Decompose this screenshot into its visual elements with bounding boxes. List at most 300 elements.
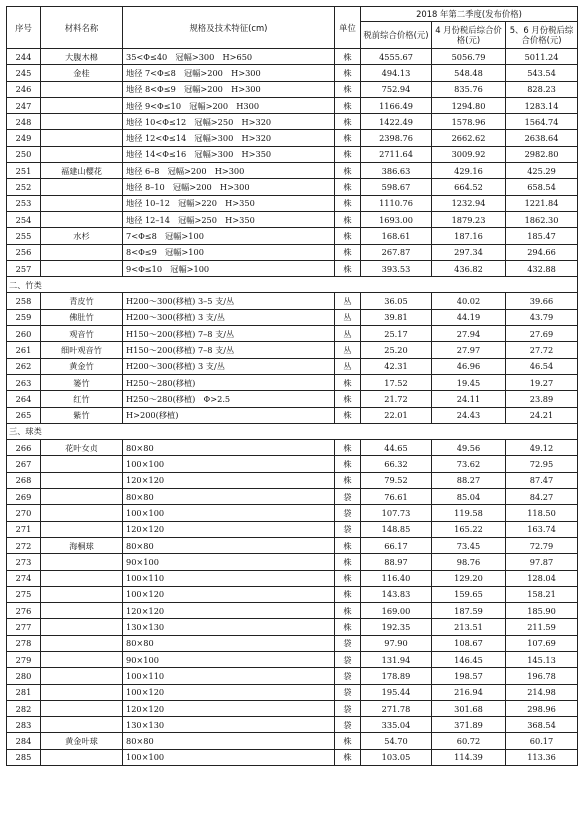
row-seq: 277 — [7, 619, 41, 635]
row-price-may-june: 828.23 — [506, 81, 578, 97]
row-price-may-june: 24.21 — [506, 407, 578, 423]
row-material-name — [41, 619, 123, 635]
row-spec: 120×120 — [123, 700, 335, 716]
row-price-pretax: 178.89 — [361, 668, 432, 684]
row-material-name: 观音竹 — [41, 326, 123, 342]
row-price-may-june: 5011.24 — [506, 49, 578, 65]
row-price-pretax: 25.20 — [361, 342, 432, 358]
row-unit: 袋 — [335, 505, 361, 521]
row-material-name — [41, 211, 123, 227]
row-spec: 地径 7<Φ≤8 冠幅>200 H>300 — [123, 65, 335, 81]
row-price-may-june: 145.13 — [506, 651, 578, 667]
row-seq: 273 — [7, 554, 41, 570]
row-price-may-june: 128.04 — [506, 570, 578, 586]
row-seq: 255 — [7, 228, 41, 244]
row-unit: 株 — [335, 749, 361, 765]
row-seq: 266 — [7, 440, 41, 456]
row-price-april: 108.67 — [432, 635, 506, 651]
row-price-pretax: 66.17 — [361, 537, 432, 553]
row-price-april: 1294.80 — [432, 97, 506, 113]
row-price-may-june: 158.21 — [506, 586, 578, 602]
table-row — [7, 489, 578, 505]
row-spec: 100×100 — [123, 505, 335, 521]
row-price-may-june: 425.29 — [506, 163, 578, 179]
row-price-may-june: 1564.74 — [506, 114, 578, 130]
row-price-pretax: 76.61 — [361, 489, 432, 505]
row-material-name — [41, 195, 123, 211]
row-spec: H150～200(移植) 7–8 支/丛 — [123, 342, 335, 358]
table-row — [7, 342, 578, 358]
row-unit: 丛 — [335, 309, 361, 325]
row-seq: 245 — [7, 65, 41, 81]
row-price-may-june: 432.88 — [506, 260, 578, 276]
row-spec: H250～280(移植) — [123, 374, 335, 390]
row-seq: 257 — [7, 260, 41, 276]
row-seq: 261 — [7, 342, 41, 358]
row-price-pretax: 44.65 — [361, 440, 432, 456]
row-price-may-june: 294.66 — [506, 244, 578, 260]
row-unit: 袋 — [335, 717, 361, 733]
row-spec: 35<Φ≤40 冠幅>300 H>650 — [123, 49, 335, 65]
row-price-may-june: 185.90 — [506, 603, 578, 619]
row-material-name: 金桂 — [41, 65, 123, 81]
row-material-name: 黄金竹 — [41, 358, 123, 374]
table-row — [7, 440, 578, 456]
row-price-april: 60.72 — [432, 733, 506, 749]
row-material-name: 紫竹 — [41, 407, 123, 423]
row-material-name: 福建山樱花 — [41, 163, 123, 179]
row-price-may-june: 46.54 — [506, 358, 578, 374]
header-price-pretax: 税前综合价格(元) — [361, 22, 432, 49]
row-price-pretax: 386.63 — [361, 163, 432, 179]
row-material-name — [41, 489, 123, 505]
row-material-name — [41, 717, 123, 733]
row-spec: 130×130 — [123, 717, 335, 733]
row-price-pretax: 267.87 — [361, 244, 432, 260]
row-price-pretax: 36.05 — [361, 293, 432, 309]
table-row — [7, 700, 578, 716]
table-row — [7, 211, 578, 227]
row-unit: 株 — [335, 733, 361, 749]
row-unit: 株 — [335, 391, 361, 407]
row-price-may-june: 211.59 — [506, 619, 578, 635]
row-price-pretax: 54.70 — [361, 733, 432, 749]
table-row — [7, 130, 578, 146]
row-price-may-june: 43.79 — [506, 309, 578, 325]
row-unit: 株 — [335, 570, 361, 586]
row-price-may-june: 658.54 — [506, 179, 578, 195]
row-seq: 252 — [7, 179, 41, 195]
row-seq: 264 — [7, 391, 41, 407]
row-unit: 株 — [335, 440, 361, 456]
row-price-pretax: 116.40 — [361, 570, 432, 586]
row-unit: 株 — [335, 114, 361, 130]
row-price-may-june: 72.95 — [506, 456, 578, 472]
row-seq: 246 — [7, 81, 41, 97]
row-unit: 株 — [335, 586, 361, 602]
row-price-april: 1232.94 — [432, 195, 506, 211]
table-row — [7, 244, 578, 260]
row-price-pretax: 88.97 — [361, 554, 432, 570]
row-price-may-june: 2638.64 — [506, 130, 578, 146]
row-seq: 253 — [7, 195, 41, 211]
row-price-pretax: 2711.64 — [361, 146, 432, 162]
row-unit: 株 — [335, 472, 361, 488]
row-price-pretax: 195.44 — [361, 684, 432, 700]
row-price-april: 129.20 — [432, 570, 506, 586]
row-price-may-june: 27.72 — [506, 342, 578, 358]
row-price-may-june: 196.78 — [506, 668, 578, 684]
row-price-pretax: 131.94 — [361, 651, 432, 667]
table-row — [7, 391, 578, 407]
table-row — [7, 195, 578, 211]
row-spec: 100×120 — [123, 586, 335, 602]
row-material-name — [41, 554, 123, 570]
header-spec: 规格及技术特征(cm) — [123, 7, 335, 49]
row-price-april: 213.51 — [432, 619, 506, 635]
table-row — [7, 260, 578, 276]
row-price-april: 548.48 — [432, 65, 506, 81]
row-unit: 株 — [335, 554, 361, 570]
row-spec: 8<Φ≤9 冠幅>100 — [123, 244, 335, 260]
row-seq: 244 — [7, 49, 41, 65]
row-unit: 丛 — [335, 326, 361, 342]
section-label: 三、球类 — [7, 423, 578, 439]
row-price-pretax: 148.85 — [361, 521, 432, 537]
row-unit: 袋 — [335, 668, 361, 684]
row-price-pretax: 494.13 — [361, 65, 432, 81]
row-unit: 袋 — [335, 700, 361, 716]
row-seq: 270 — [7, 505, 41, 521]
table-row — [7, 472, 578, 488]
row-price-april: 297.34 — [432, 244, 506, 260]
header-seq: 序号 — [7, 7, 41, 49]
row-unit: 袋 — [335, 651, 361, 667]
row-unit: 株 — [335, 65, 361, 81]
row-spec: 90×100 — [123, 651, 335, 667]
row-price-pretax: 752.94 — [361, 81, 432, 97]
row-price-april: 159.65 — [432, 586, 506, 602]
row-price-pretax: 97.90 — [361, 635, 432, 651]
row-price-may-june: 1283.14 — [506, 97, 578, 113]
row-spec: 地径 14<Φ≤16 冠幅>300 H>350 — [123, 146, 335, 162]
row-price-pretax: 17.52 — [361, 374, 432, 390]
table-row — [7, 586, 578, 602]
row-seq: 274 — [7, 570, 41, 586]
row-unit: 株 — [335, 97, 361, 113]
row-material-name — [41, 97, 123, 113]
row-spec: 地径 12<Φ≤14 冠幅>300 H>320 — [123, 130, 335, 146]
row-seq: 256 — [7, 244, 41, 260]
row-price-may-june: 39.66 — [506, 293, 578, 309]
row-material-name — [41, 472, 123, 488]
table-row — [7, 554, 578, 570]
row-price-april: 187.59 — [432, 603, 506, 619]
row-unit: 株 — [335, 195, 361, 211]
row-unit: 株 — [335, 537, 361, 553]
row-price-pretax: 271.78 — [361, 700, 432, 716]
row-price-may-june: 87.47 — [506, 472, 578, 488]
row-seq: 250 — [7, 146, 41, 162]
table-row — [7, 733, 578, 749]
row-unit: 袋 — [335, 521, 361, 537]
row-material-name: 水杉 — [41, 228, 123, 244]
row-spec: 地径 9<Φ≤10 冠幅>200 H300 — [123, 97, 335, 113]
row-price-may-june: 214.98 — [506, 684, 578, 700]
row-material-name — [41, 635, 123, 651]
row-unit: 株 — [335, 49, 361, 65]
row-spec: 100×100 — [123, 749, 335, 765]
row-spec: 120×120 — [123, 603, 335, 619]
table-row — [7, 179, 578, 195]
row-price-april: 301.68 — [432, 700, 506, 716]
row-material-name — [41, 114, 123, 130]
row-spec: 80×80 — [123, 440, 335, 456]
table-row — [7, 146, 578, 162]
row-seq: 263 — [7, 374, 41, 390]
row-unit: 袋 — [335, 489, 361, 505]
row-price-pretax: 4555.67 — [361, 49, 432, 65]
row-price-april: 119.58 — [432, 505, 506, 521]
row-spec: H200～300(移植) 3 支/丛 — [123, 358, 335, 374]
row-spec: 9<Φ≤10 冠幅>100 — [123, 260, 335, 276]
row-seq: 276 — [7, 603, 41, 619]
row-price-april: 44.19 — [432, 309, 506, 325]
table-row — [7, 521, 578, 537]
row-material-name — [41, 586, 123, 602]
row-price-may-june: 543.54 — [506, 65, 578, 81]
table-row — [7, 505, 578, 521]
row-material-name — [41, 244, 123, 260]
row-price-april: 835.76 — [432, 81, 506, 97]
row-price-may-june: 60.17 — [506, 733, 578, 749]
row-price-pretax: 79.52 — [361, 472, 432, 488]
row-price-pretax: 393.53 — [361, 260, 432, 276]
row-unit: 株 — [335, 244, 361, 260]
row-price-may-june: 185.47 — [506, 228, 578, 244]
row-price-april: 114.39 — [432, 749, 506, 765]
row-price-april: 371.89 — [432, 717, 506, 733]
table-row — [7, 635, 578, 651]
row-spec: H150～200(移植) 7–8 支/丛 — [123, 326, 335, 342]
row-material-name — [41, 456, 123, 472]
row-seq: 283 — [7, 717, 41, 733]
row-price-pretax: 2398.76 — [361, 130, 432, 146]
row-material-name: 佛肚竹 — [41, 309, 123, 325]
row-spec: 100×110 — [123, 570, 335, 586]
row-seq: 248 — [7, 114, 41, 130]
row-material-name: 黄金叶球 — [41, 733, 123, 749]
table-row — [7, 407, 578, 423]
table-row — [7, 619, 578, 635]
row-price-may-june: 19.27 — [506, 374, 578, 390]
row-seq: 269 — [7, 489, 41, 505]
table-row — [7, 603, 578, 619]
row-spec: 80×80 — [123, 537, 335, 553]
row-price-april: 187.16 — [432, 228, 506, 244]
row-price-may-june: 23.89 — [506, 391, 578, 407]
row-material-name — [41, 570, 123, 586]
header-price-april: 4 月份税后综合价格(元) — [432, 22, 506, 49]
row-spec: 地径 8–10 冠幅>200 H>300 — [123, 179, 335, 195]
row-material-name — [41, 651, 123, 667]
row-seq: 259 — [7, 309, 41, 325]
row-unit: 株 — [335, 130, 361, 146]
row-price-pretax: 42.31 — [361, 358, 432, 374]
row-spec: 7<Φ≤8 冠幅>100 — [123, 228, 335, 244]
header-price-may-june: 5、6 月份税后综合价格(元) — [506, 22, 578, 49]
row-price-pretax: 25.17 — [361, 326, 432, 342]
table-row — [7, 114, 578, 130]
row-price-april: 85.04 — [432, 489, 506, 505]
row-price-pretax: 192.35 — [361, 619, 432, 635]
row-spec: H>200(移植) — [123, 407, 335, 423]
row-seq: 258 — [7, 293, 41, 309]
table-row — [7, 358, 578, 374]
row-material-name — [41, 700, 123, 716]
row-price-april: 1879.23 — [432, 211, 506, 227]
row-spec: 100×100 — [123, 456, 335, 472]
row-price-april: 27.94 — [432, 326, 506, 342]
row-seq: 267 — [7, 456, 41, 472]
row-material-name — [41, 505, 123, 521]
row-seq: 249 — [7, 130, 41, 146]
row-spec: 90×100 — [123, 554, 335, 570]
row-price-may-june: 84.27 — [506, 489, 578, 505]
row-seq: 282 — [7, 700, 41, 716]
row-spec: 80×80 — [123, 733, 335, 749]
row-material-name — [41, 684, 123, 700]
row-price-may-june: 1862.30 — [506, 211, 578, 227]
row-price-april: 429.16 — [432, 163, 506, 179]
row-price-may-june: 1221.84 — [506, 195, 578, 211]
price-table — [6, 6, 578, 766]
table-row — [7, 326, 578, 342]
row-seq: 254 — [7, 211, 41, 227]
row-unit: 丛 — [335, 293, 361, 309]
table-row — [7, 651, 578, 667]
row-price-may-june: 72.79 — [506, 537, 578, 553]
header-period: 2018 年第二季度(发布价格) — [361, 7, 578, 22]
row-price-may-june: 49.12 — [506, 440, 578, 456]
row-material-name — [41, 521, 123, 537]
row-unit: 株 — [335, 456, 361, 472]
row-unit: 株 — [335, 228, 361, 244]
row-spec: 地径 8<Φ≤9 冠幅>200 H>300 — [123, 81, 335, 97]
row-seq: 271 — [7, 521, 41, 537]
row-material-name — [41, 130, 123, 146]
table-body — [7, 49, 578, 766]
row-material-name: 青皮竹 — [41, 293, 123, 309]
row-unit: 株 — [335, 603, 361, 619]
row-unit: 株 — [335, 374, 361, 390]
row-price-pretax: 66.32 — [361, 456, 432, 472]
row-price-april: 436.82 — [432, 260, 506, 276]
row-price-april: 73.62 — [432, 456, 506, 472]
row-seq: 281 — [7, 684, 41, 700]
row-price-pretax: 169.00 — [361, 603, 432, 619]
row-price-pretax: 143.83 — [361, 586, 432, 602]
row-seq: 251 — [7, 163, 41, 179]
row-material-name — [41, 81, 123, 97]
row-unit: 袋 — [335, 635, 361, 651]
row-price-april: 3009.92 — [432, 146, 506, 162]
row-unit: 株 — [335, 179, 361, 195]
row-price-pretax: 21.72 — [361, 391, 432, 407]
row-seq: 272 — [7, 537, 41, 553]
row-price-pretax: 22.01 — [361, 407, 432, 423]
row-unit: 株 — [335, 211, 361, 227]
row-price-may-june: 27.69 — [506, 326, 578, 342]
row-spec: 120×120 — [123, 472, 335, 488]
row-seq: 278 — [7, 635, 41, 651]
row-price-april: 40.02 — [432, 293, 506, 309]
row-material-name: 红竹 — [41, 391, 123, 407]
row-unit: 株 — [335, 146, 361, 162]
row-seq: 262 — [7, 358, 41, 374]
row-price-may-june: 2982.80 — [506, 146, 578, 162]
row-spec: 地径 12–14 冠幅>250 H>350 — [123, 211, 335, 227]
row-price-may-june: 163.74 — [506, 521, 578, 537]
row-price-april: 664.52 — [432, 179, 506, 195]
section-row — [7, 423, 578, 439]
row-price-april: 24.11 — [432, 391, 506, 407]
row-price-april: 27.97 — [432, 342, 506, 358]
row-seq: 268 — [7, 472, 41, 488]
row-price-pretax: 1110.76 — [361, 195, 432, 211]
row-seq: 260 — [7, 326, 41, 342]
row-spec: 100×110 — [123, 668, 335, 684]
row-spec: 100×120 — [123, 684, 335, 700]
row-price-april: 216.94 — [432, 684, 506, 700]
table-row — [7, 456, 578, 472]
row-price-pretax: 39.81 — [361, 309, 432, 325]
row-price-may-june: 368.54 — [506, 717, 578, 733]
row-spec: H200～300(移植) 3 支/丛 — [123, 309, 335, 325]
row-price-pretax: 1166.49 — [361, 97, 432, 113]
row-material-name — [41, 260, 123, 276]
row-price-april: 88.27 — [432, 472, 506, 488]
row-material-name — [41, 668, 123, 684]
table-row — [7, 163, 578, 179]
row-price-pretax: 103.05 — [361, 749, 432, 765]
table-row — [7, 749, 578, 765]
row-seq: 280 — [7, 668, 41, 684]
table-row — [7, 717, 578, 733]
row-spec: 130×130 — [123, 619, 335, 635]
row-price-pretax: 168.61 — [361, 228, 432, 244]
row-price-may-june: 97.87 — [506, 554, 578, 570]
section-label: 二、竹类 — [7, 277, 578, 293]
row-price-april: 98.76 — [432, 554, 506, 570]
row-spec: 地径 10–12 冠幅>220 H>350 — [123, 195, 335, 211]
row-spec: 地径 10<Φ≤12 冠幅>250 H>320 — [123, 114, 335, 130]
row-price-april: 146.45 — [432, 651, 506, 667]
row-seq: 284 — [7, 733, 41, 749]
row-unit: 株 — [335, 407, 361, 423]
row-unit: 株 — [335, 260, 361, 276]
row-seq: 279 — [7, 651, 41, 667]
row-spec: 地径 6–8 冠幅>200 H>300 — [123, 163, 335, 179]
row-spec: 80×80 — [123, 489, 335, 505]
row-price-pretax: 335.04 — [361, 717, 432, 733]
row-material-name: 大腹木棉 — [41, 49, 123, 65]
row-spec: 120×120 — [123, 521, 335, 537]
row-unit: 株 — [335, 81, 361, 97]
row-unit: 丛 — [335, 342, 361, 358]
row-price-april: 5056.79 — [432, 49, 506, 65]
row-seq: 275 — [7, 586, 41, 602]
